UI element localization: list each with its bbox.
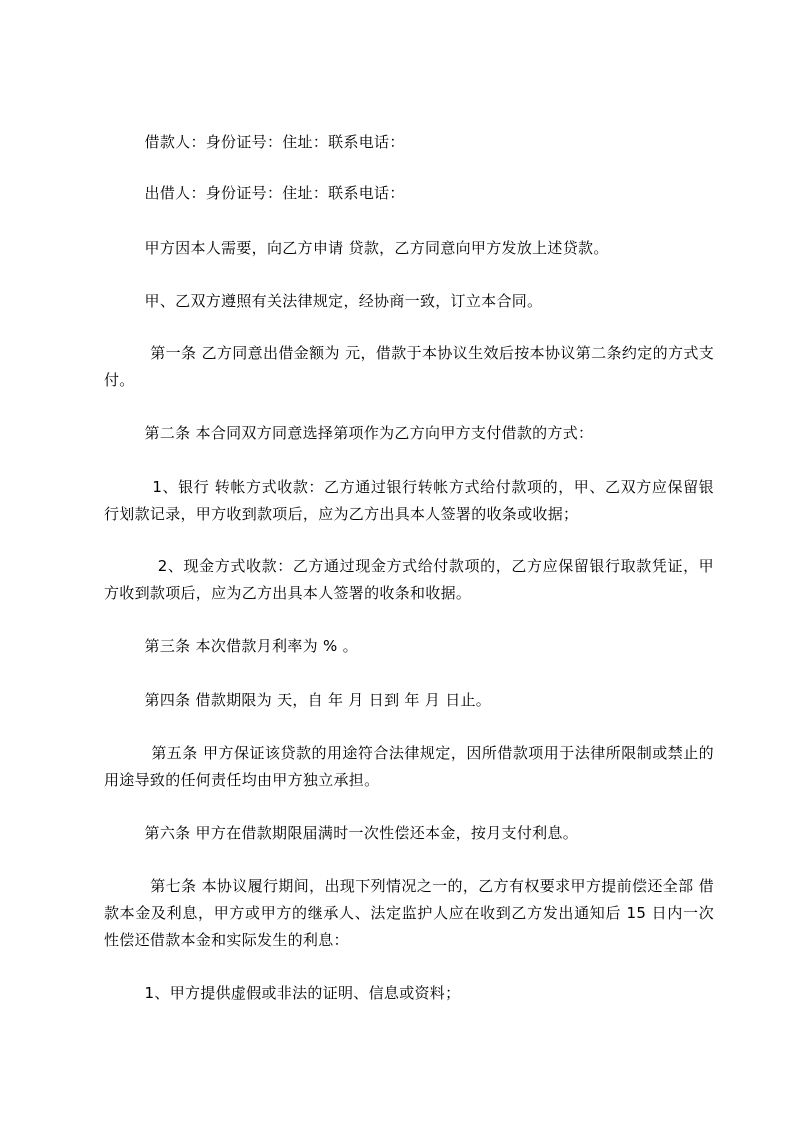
paragraph-clause-7-1: 1、甲方提供虚假或非法的证明、信息或资料； (104, 984, 461, 1002)
paragraph-article-3: 第三条 本次借款月利率为 % 。 (104, 637, 358, 655)
paragraph-borrower-info: 借款人：身份证号：住址：联系电话： (104, 133, 405, 151)
paragraph-agreement-basis: 甲、乙双方遵照有关法律规定，经协商一致，订立本合同。 (104, 292, 543, 310)
paragraph-article-5: 第五条 甲方保证该贷款的用途符合法律规定，因所借款项用于法律所限制或禁止的用途导致的任何责任均由甲方独立承担。 (104, 744, 714, 789)
paragraph-article-4: 第四条 借款期限为 天，自 年 月 日到 年 月 日止。 (104, 691, 492, 709)
paragraph-bank-transfer: 1、银行 转帐方式收款：乙方通过银行转帐方式给付款项的，甲、乙双方应保留银行划款记录，甲方收到款项后，应为乙方出具本人签署的收条或收据； (104, 478, 714, 523)
paragraph-lender-info: 出借人：身份证号：住址：联系电话： (104, 184, 405, 202)
paragraph-article-7: 第七条 本协议履行期间，出现下列情况之一的，乙方有权要求甲方提前偿还全部 借款本金及利息，甲方或甲方的继承人、法定监护人应在收到乙方发出通知后 15 日内一次性偿还借款本金和实际发生的利息： (104, 877, 714, 949)
paragraph-cash-payment: 2、现金方式收款：乙方通过现金方式给付款项的，乙方应保留银行取款凭证，甲方收到款项后，应为乙方出具本人签署的收条和收据。 (104, 557, 714, 602)
paragraph-article-2: 第二条 本合同双方同意选择第项作为乙方向甲方支付借款的方式： (104, 424, 594, 442)
paragraph-article-6: 第六条 甲方在借款期限届满时一次性偿还本金，按月支付利息。 (104, 824, 579, 842)
paragraph-article-1: 第一条 乙方同意出借金额为 元，借款于本协议生效后按本协议第二条约定的方式支付。 (104, 344, 714, 389)
paragraph-loan-request: 甲方因本人需要，向乙方申请 贷款，乙方同意向甲方发放上述贷款。 (104, 239, 609, 257)
